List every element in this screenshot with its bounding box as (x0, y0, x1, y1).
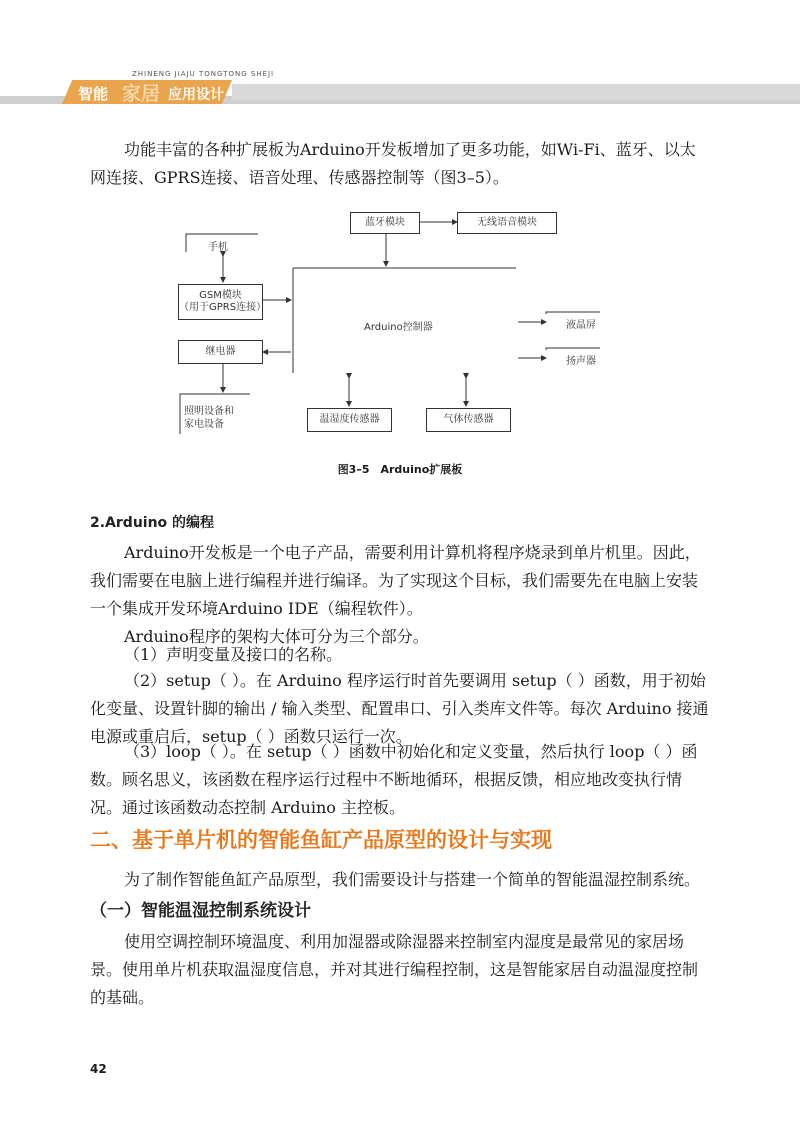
speaker-frame (546, 348, 600, 350)
box-relay: 继电器 (178, 340, 263, 364)
intro-paragraph: 功能丰富的各种扩展板为Arduino开发板增加了更多功能，如Wi-Fi、蓝牙、以太网连接、GPRS连接、语音处理、传感器控制等（图3–5）。 (90, 140, 696, 187)
header-word-design: 应用设计 (168, 87, 224, 103)
box-temp-sensor: 温湿度传感器 (307, 408, 392, 432)
header-word-jiaju: 家居 (122, 83, 161, 105)
page-number: 42 (90, 1062, 107, 1076)
label-controller: Arduino控制器 (364, 322, 433, 333)
label-lcd: 液晶屏 (566, 320, 596, 331)
lighting-line2: 家电设备 (184, 419, 224, 430)
paragraph-section-two-2: 使用空调控制环境温度、利用加湿器或除湿器来控制室内湿度是最常见的家居场景。使用单片机获取温湿度信息，并对其进行编程控制，这是智能家居自动温湿度控制的基础。 (90, 932, 699, 1007)
figure-caption: 图3–5 Arduino扩展板 (337, 463, 463, 476)
header-pinyin: ZHINENG JIAJU TONGTONG SHEJI (132, 70, 275, 78)
label-lighting (184, 405, 234, 431)
heading-arduino-programming: 2.Arduino 的编程 (90, 515, 215, 531)
paragraph-programming-5: （3）loop（ ）。在 setup（ ）函数中初始化和定义变量，然后执行 loop（ ）函数。顾名思义，该函数在程序运行过程中不断地循环，根据反馈，相应地改变执行情况。通过该函数动态控制 Arduino 主控板。 (90, 742, 698, 817)
lcd-frame (546, 312, 600, 314)
paragraph-programming-2: Arduino程序的架构大体可分为三个部分。 (124, 627, 429, 646)
label-speaker: 扬声器 (566, 356, 596, 367)
box-gas-sensor: 气体传感器 (426, 408, 511, 432)
diagram-connectors (0, 0, 800, 470)
box-voice: 无线语音模块 (457, 212, 557, 234)
box-bluetooth: 蓝牙模块 (350, 212, 420, 234)
paragraph-programming-3: （1）声明变量及接口的名称。 (124, 645, 343, 664)
heading-section-two: 二、基于单片机的智能鱼缸产品原型的设计与实现 (90, 828, 552, 852)
lighting-line1: 照明设备和 (184, 406, 234, 417)
paragraph-section-two-1: 为了制作智能鱼缸产品原型，我们需要设计与搭建一个简单的智能温湿控制系统。 (124, 870, 701, 889)
box-gsm (178, 284, 267, 320)
gsm-line1: GSM模块 (199, 290, 242, 301)
paragraph-programming-4: （2）setup（ ）。在 Arduino 程序运行时首先要调用 setup（ ）函数，用于初始化变量、设置针脚的输出 / 输入类型、配置串口、引入类库文件等。每次 Arduino 接通电源或重启后，setup（ ）函数只运行一次。 (90, 671, 709, 746)
heading-subsection-one: （一）智能温湿控制系统设计 (90, 901, 311, 921)
label-phone: 手机 (208, 242, 228, 253)
header-word-zhineng: 智能 (78, 85, 109, 103)
gsm-line2: （用于GPRS连接） (179, 302, 267, 313)
paragraph-programming-1: Arduino开发板是一个电子产品，需要利用计算机将程序烧录到单片机里。因此，我们需要在电脑上进行编程并进行编译。为了实现这个目标，我们需要先在电脑上安装一个集成开发环境Arduino IDE（编程软件）。 (90, 543, 701, 618)
